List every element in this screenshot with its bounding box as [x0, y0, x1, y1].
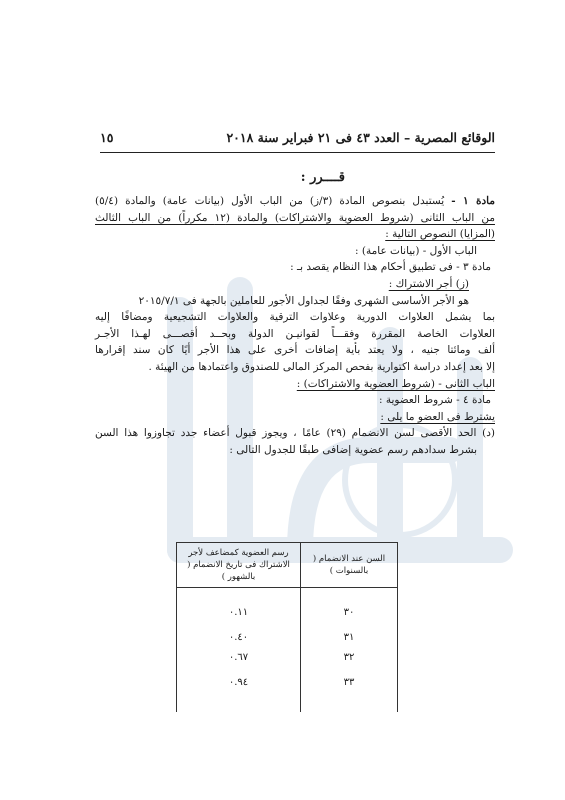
chapter1-heading: الباب الأول - (بيانات عامة) :	[355, 244, 477, 257]
paragraph-line: إلا بعد إعداد دراسة اكتوارية بفحص المركز المالى للصندوق واعتمادها من الهيئة .	[148, 360, 495, 373]
publication-title: الوقائع المصرية – العدد ٤٣ فى ٢١ فبراير سنة ٢٠١٨	[226, 130, 495, 145]
table-header-row	[177, 543, 398, 588]
header-divider	[100, 152, 495, 153]
table-row	[177, 648, 398, 668]
article1-line3: (المزايا) النصوص التالية :	[385, 228, 495, 241]
fee-column-header: رسم العضوية كمضاعف لأجر الاشتراك فى تاريخ الانضمام ( بالشهور )	[177, 543, 301, 588]
fee-cell: ٠.٤٠	[177, 628, 301, 648]
article1-line2: من الباب الثانى (شروط العضوية والاشتراكات) والمادة (١٢ مكرراً) من الباب الثالث	[95, 211, 495, 224]
chapter2-heading: الباب الثانى - (شروط العضوية والاشتراكات) :	[296, 377, 495, 390]
clause-d-line: (د) الحد الأقصى لسن الانضمام (٢٩) عامًا ، ويجوز قبول أعضاء جدد تجاوزوا هذا السن	[95, 427, 495, 440]
age-cell: ٣٠	[301, 588, 398, 629]
decree-title: قــــرر :	[300, 170, 345, 185]
age-column-header: السن عند الانضمام ( بالسنوات )	[301, 543, 398, 588]
decree-body	[95, 170, 495, 459]
age-cell: ٣٢	[301, 648, 398, 668]
table-row	[177, 588, 398, 629]
fee-cell: ٠.١١	[177, 588, 301, 629]
page-header	[100, 130, 495, 145]
clause-d-line: بشرط سدادهم رسم عضوية إضافى طبقًا للجدول التالى :	[229, 443, 477, 456]
age-cell: ٣١	[301, 628, 398, 648]
article1-text: يُستبدل بنصوص المادة (٣/ز) من الباب الأول (بيانات عامة) والمادة (٥/٤)	[95, 195, 445, 207]
table-row	[177, 628, 398, 648]
article1-line1	[95, 193, 495, 210]
paragraph-line: هو الأجر الأساسى الشهرى وفقًا لجداول الأجور للعاملين بالجهة فى ٢٠١٥/٧/١	[138, 294, 469, 307]
paragraph-line: بما يشمل العلاوات الدورية وعلاوات الترقية والعلاوات التشجيعية ومضافًا إليه	[95, 311, 495, 324]
article1-label: مادة ١ -	[451, 195, 495, 207]
fee-cell: ٠.٦٧	[177, 648, 301, 668]
fee-cell: ٠.٩٤	[177, 668, 301, 712]
table-row	[177, 668, 398, 712]
paragraph-line: ألف ومائتا جنيه ، ولا يعتد بأية إضافات أخرى على هذا الأجر أيًا كان سند إقرارها	[95, 344, 495, 357]
article3-intro: مادة ٣ - فى تطبيق أحكام هذا النظام يقصد بـ :	[290, 261, 491, 274]
item-z-heading: (ز) أجر الاشتراك :	[388, 277, 469, 290]
condition-line: يشترط فى العضو ما يلى :	[380, 410, 495, 423]
membership-fee-table	[176, 542, 398, 712]
article4-heading: مادة ٤ - شروط العضوية :	[378, 394, 491, 407]
page-number: ١٥	[100, 130, 114, 145]
paragraph-line: العلاوات الخاصة المقررة وفقـــاً لقوانيـن الدولة وبحــد أقصـــى لهـذا الأجـر	[95, 327, 495, 340]
age-cell: ٣٣	[301, 668, 398, 712]
